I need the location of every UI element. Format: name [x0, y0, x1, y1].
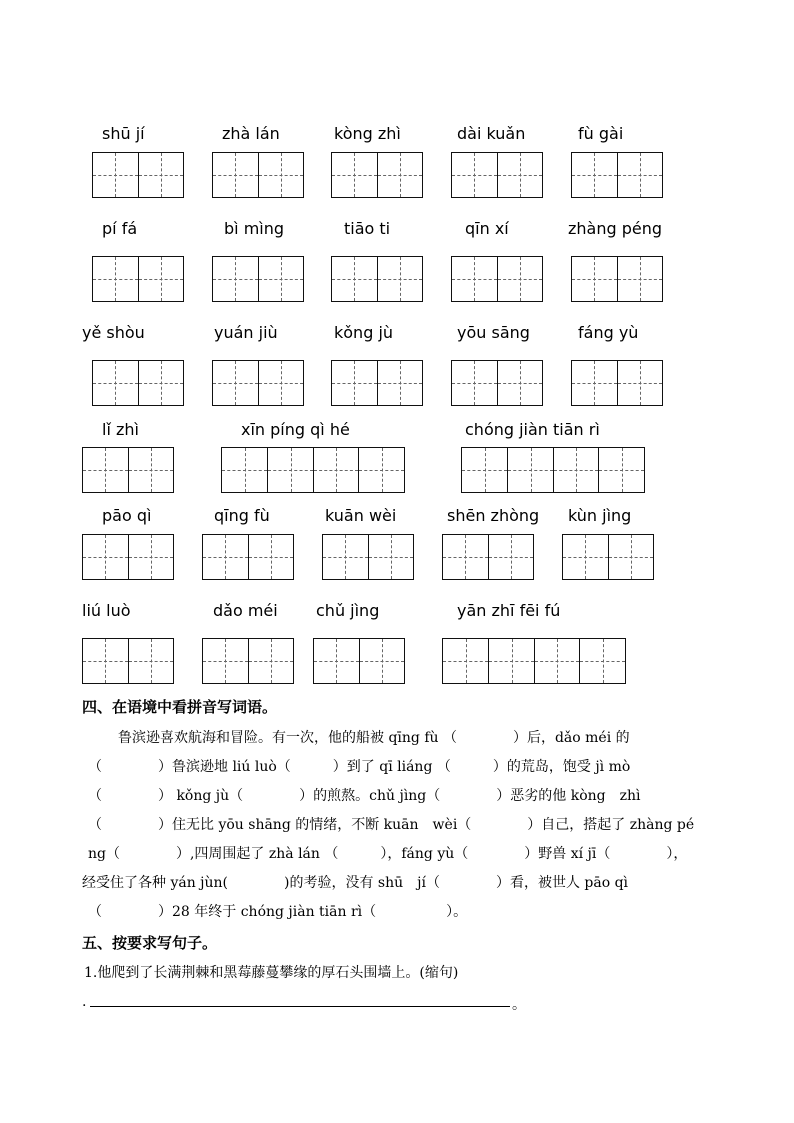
paragraph-line: 鲁滨逊喜欢航海和冒险。有一次，他的船被 qīng fù （ ）后，dǎo méi 的	[118, 730, 630, 746]
paragraph-line: ng（ ）,四周围起了 zhà lán （ ），fáng yù（ ）野兽 xí jī（ ），	[88, 846, 688, 862]
pinyin-label: bì mìng	[224, 219, 285, 238]
writing-grid[interactable]	[331, 152, 423, 198]
section-heading: 五、按要求写句子。	[82, 934, 218, 952]
pinyin-label: fù gài	[578, 124, 624, 143]
pinyin-label: kùn jìng	[568, 506, 632, 525]
pinyin-label: qīn xí	[465, 219, 509, 238]
pinyin-label: pí fá	[102, 219, 138, 238]
writing-grid[interactable]	[571, 256, 663, 302]
pinyin-label: kǒng jù	[334, 323, 394, 342]
writing-grid[interactable]	[451, 360, 543, 406]
pinyin-label: yuán jiù	[214, 323, 278, 342]
writing-grid[interactable]	[202, 638, 294, 684]
writing-grid[interactable]	[562, 534, 654, 580]
paragraph-line: （ ） kǒng jù（ ）的煎熬。chǔ jìng（ ）恶劣的他 kòng zhì	[88, 788, 641, 804]
pinyin-label: fáng yù	[578, 323, 639, 342]
writing-grid[interactable]	[331, 360, 423, 406]
writing-grid[interactable]	[82, 534, 174, 580]
answer-line[interactable]	[90, 1006, 510, 1007]
writing-grid[interactable]	[212, 256, 304, 302]
sentence-prompt: 1.他爬到了长满荆棘和黑莓藤蔓攀缘的厚石头围墙上。(缩句)	[84, 965, 459, 981]
pinyin-label: yān zhī fēi fú	[457, 601, 561, 620]
writing-grid[interactable]	[451, 256, 543, 302]
paragraph-line: （ ）28 年终于 chóng jiàn tiān rì（ ）。	[88, 904, 468, 920]
writing-grid[interactable]	[212, 152, 304, 198]
pinyin-label: yě shòu	[82, 323, 145, 342]
writing-grid[interactable]	[82, 638, 174, 684]
pinyin-label: shēn zhòng	[447, 506, 540, 525]
answer-prefix: .	[82, 994, 87, 1010]
paragraph-line: 经受住了各种 yán jùn( )的考验，没有 shū jí（ ）看，被世人 pāo qì	[82, 875, 629, 891]
writing-grid[interactable]	[322, 534, 414, 580]
pinyin-label: shū jí	[102, 124, 145, 143]
paragraph-line: （ ）住无比 yōu shāng 的情绪，不断 kuān wèi（ ）自己，搭起了 zhàng pé	[88, 817, 695, 833]
writing-grid[interactable]	[571, 360, 663, 406]
paragraph-line: （ ）鲁滨逊地 liú luò（ ）到了 qī liáng （ ）的荒岛，饱受 jì mò	[88, 759, 631, 775]
writing-grid[interactable]	[331, 256, 423, 302]
pinyin-label: lǐ zhì	[102, 420, 139, 439]
writing-grid[interactable]	[221, 447, 405, 493]
writing-grid[interactable]	[451, 152, 543, 198]
pinyin-label: xīn píng qì hé	[241, 420, 350, 439]
pinyin-label: dài kuǎn	[457, 124, 526, 143]
writing-grid[interactable]	[442, 534, 534, 580]
writing-grid[interactable]	[92, 152, 184, 198]
writing-grid[interactable]	[92, 360, 184, 406]
pinyin-label: kuān wèi	[325, 506, 397, 525]
pinyin-label: zhàng péng	[568, 219, 663, 238]
writing-grid[interactable]	[571, 152, 663, 198]
pinyin-label: zhà lán	[222, 124, 280, 143]
writing-grid[interactable]	[461, 447, 645, 493]
writing-grid[interactable]	[313, 638, 405, 684]
writing-grid[interactable]	[92, 256, 184, 302]
pinyin-label: yōu sāng	[457, 323, 530, 342]
writing-grid[interactable]	[442, 638, 626, 684]
pinyin-label: pāo qì	[102, 506, 152, 525]
pinyin-label: dǎo méi	[213, 601, 278, 620]
writing-grid[interactable]	[82, 447, 174, 493]
pinyin-label: tiāo ti	[344, 219, 391, 238]
writing-grid[interactable]	[202, 534, 294, 580]
section-heading: 四、在语境中看拼音写词语。	[82, 698, 278, 716]
pinyin-label: qīng fù	[214, 506, 270, 525]
pinyin-label: liú luò	[82, 601, 131, 620]
writing-grid[interactable]	[212, 360, 304, 406]
pinyin-label: chǔ jìng	[316, 601, 380, 620]
answer-suffix: 。	[512, 997, 526, 1013]
pinyin-label: chóng jiàn tiān rì	[465, 420, 600, 439]
pinyin-label: kòng zhì	[334, 124, 401, 143]
